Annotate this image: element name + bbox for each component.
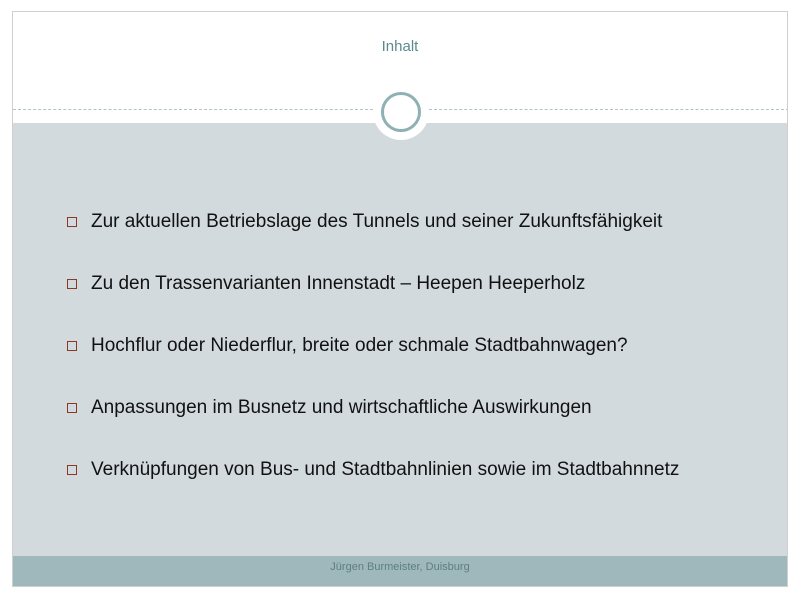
title-divider-right bbox=[429, 109, 788, 110]
bullet-item bbox=[67, 210, 767, 234]
bullet-text: Anpassungen im Busnetz und wirtschaftliche Auswirkungen bbox=[91, 397, 592, 418]
bullet-item bbox=[67, 458, 767, 482]
bullet-text: Zu den Trassenvarianten Innenstadt – Heepen Heeperholz bbox=[91, 273, 586, 294]
square-bullet-icon bbox=[67, 465, 77, 475]
bullet-item bbox=[67, 334, 767, 358]
bullet-item bbox=[67, 396, 767, 420]
bullet-text: Verknüpfungen von Bus- und Stadtbahnlinien sowie im Stadtbahnnetz bbox=[91, 459, 680, 480]
circle-ornament-icon bbox=[381, 92, 421, 132]
square-bullet-icon bbox=[67, 403, 77, 413]
title-divider-left bbox=[13, 109, 373, 110]
bullet-text: Zur aktuellen Betriebslage des Tunnels und seiner Zukunftsfähigkeit bbox=[91, 211, 663, 232]
square-bullet-icon bbox=[67, 279, 77, 289]
square-bullet-icon bbox=[67, 341, 77, 351]
bullet-text: Hochflur oder Niederflur, breite oder schmale Stadtbahnwagen? bbox=[91, 335, 628, 356]
square-bullet-icon bbox=[67, 217, 77, 227]
bullet-item bbox=[67, 272, 767, 296]
slide-title: Inhalt bbox=[381, 38, 419, 55]
bullet-list bbox=[67, 210, 767, 520]
footer-author: Jürgen Burmeister, Duisburg bbox=[330, 561, 470, 573]
slide bbox=[12, 11, 788, 587]
footer-bar bbox=[13, 556, 787, 586]
